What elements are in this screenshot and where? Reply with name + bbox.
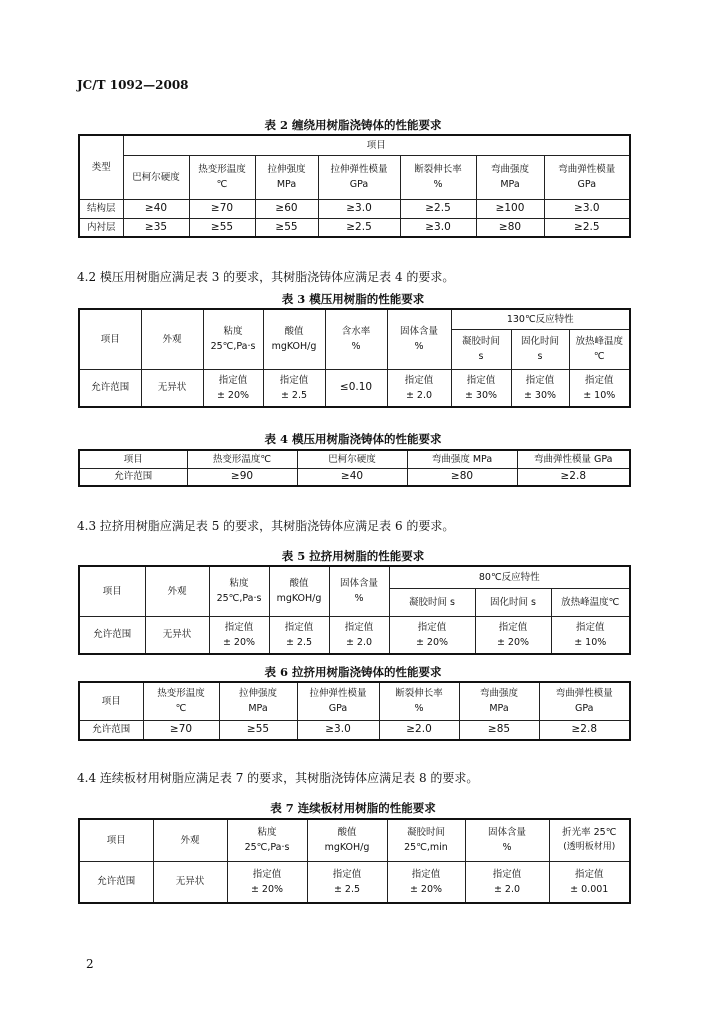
table2-col-header: 拉伸弹性模量 GPa [318, 155, 400, 199]
table3-col-header: 酸值 mgKOH/g [263, 309, 325, 369]
table-cell: ≥55 [189, 218, 255, 237]
table2-col-header: 热变形温度 ℃ [189, 155, 255, 199]
table-cell: ≥70 [143, 720, 219, 740]
table7-col-header: 酸值 mgKOH/g [307, 819, 387, 861]
table7-col-header: 粘度 25℃,Pa·s [227, 819, 307, 861]
paragraph-4-2: 4.2 模压用树脂应满足表 3 的要求，其树脂浇铸体应满足表 4 的要求。 [77, 270, 455, 284]
table5-col-header: 固体含量 % [329, 566, 389, 616]
table7-appearance-header: 外观 [153, 819, 227, 861]
table2-group-header: 项目 [123, 135, 630, 155]
table-cell: ≥2.0 [379, 720, 459, 740]
row-label: 允许范围 [79, 468, 187, 486]
table-cell: ≥60 [255, 199, 318, 218]
table6-item-header: 项目 [79, 682, 143, 720]
table-cell: 无异状 [141, 369, 203, 407]
table-cell: 指定值 ± 20% [475, 616, 551, 654]
table3-col-header: 放热峰温度 ℃ [569, 329, 630, 369]
table3-reaction-group-header: 130℃反应特性 [451, 309, 630, 329]
table4 [78, 449, 631, 487]
table6-col-header: 热变形温度 ℃ [143, 682, 219, 720]
table5-reaction-group-header: 80℃反应特性 [389, 566, 630, 588]
table7-col-header: 固体含量 % [465, 819, 549, 861]
paragraph-4-3: 4.3 拉挤用树脂应满足表 5 的要求，其树脂浇铸体应满足表 6 的要求。 [77, 519, 455, 533]
table-cell: 指定值 ± 10% [551, 616, 630, 654]
table3-col-header: 固化时间 s [511, 329, 569, 369]
table-cell: 指定值 ± 30% [511, 369, 569, 407]
table-cell: 指定值 ± 20% [227, 861, 307, 903]
table-cell: 指定值 ± 30% [451, 369, 511, 407]
table-cell: ≤0.10 [325, 369, 387, 407]
table5-appearance-header: 外观 [145, 566, 209, 616]
table-cell: 指定值 ± 20% [203, 369, 263, 407]
document-code: JC/T 1092—2008 [77, 78, 189, 92]
table-cell: 指定值 ± 10% [569, 369, 630, 407]
table-cell: ≥2.5 [318, 218, 400, 237]
table-cell: ≥100 [476, 199, 544, 218]
table6-col-header: 弯曲强度 MPa [459, 682, 539, 720]
table-cell: 指定值 ± 2.5 [269, 616, 329, 654]
table3-col-header: 固体含量 % [387, 309, 451, 369]
table2-caption: 表 2 缠绕用树脂浇铸体的性能要求 [264, 118, 442, 132]
table-cell: 无异状 [153, 861, 227, 903]
table-cell: ≥80 [407, 468, 517, 486]
table-cell: 无异状 [145, 616, 209, 654]
table-cell: ≥2.8 [517, 468, 630, 486]
row-label: 内衬层 [79, 218, 123, 237]
table-cell: ≥3.0 [297, 720, 379, 740]
table4-col-header: 热变形温度℃ [187, 450, 297, 468]
table-cell: ≥40 [297, 468, 407, 486]
table-row [79, 218, 630, 237]
table-row [79, 861, 630, 903]
table3-col-header: 含水率 % [325, 309, 387, 369]
table2-type-header: 类型 [79, 135, 123, 199]
table3-item-header: 项目 [79, 309, 141, 369]
table2 [78, 134, 631, 238]
table-cell: 指定值 ± 0.001 [549, 861, 630, 903]
table-cell: ≥35 [123, 218, 189, 237]
row-label: 允许范围 [79, 369, 141, 407]
table-cell: 指定值 ± 2.0 [387, 369, 451, 407]
table2-col-header: 弯曲强度 MPa [476, 155, 544, 199]
row-label: 允许范围 [79, 616, 145, 654]
table3-caption: 表 3 模压用树脂的性能要求 [281, 292, 425, 306]
table5-col-header: 固化时间 s [475, 588, 551, 616]
table-cell: 指定值 ± 20% [209, 616, 269, 654]
table-cell: 指定值 ± 20% [387, 861, 465, 903]
table-cell: ≥3.0 [544, 199, 630, 218]
table-cell: ≥55 [255, 218, 318, 237]
table-cell: ≥55 [219, 720, 297, 740]
table3-col-header: 粘度 25℃,Pa·s [203, 309, 263, 369]
table-cell: ≥2.5 [400, 199, 476, 218]
table3 [78, 308, 631, 408]
table-cell: 指定值 ± 2.0 [465, 861, 549, 903]
table-cell: 指定值 ± 2.5 [307, 861, 387, 903]
table-row [79, 468, 630, 486]
table-cell: 指定值 ± 2.5 [263, 369, 325, 407]
table6-col-header: 拉伸强度 MPa [219, 682, 297, 720]
table4-caption: 表 4 模压用树脂浇铸体的性能要求 [264, 432, 442, 446]
table-cell: ≥90 [187, 468, 297, 486]
table7-col-header: 折光率 25℃ (透明板材用) [549, 819, 630, 861]
table2-col-header: 拉伸强度 MPa [255, 155, 318, 199]
row-label: 结构层 [79, 199, 123, 218]
table6-col-header: 弯曲弹性模量 GPa [539, 682, 630, 720]
row-label: 允许范围 [79, 720, 143, 740]
table-cell: ≥3.0 [318, 199, 400, 218]
table-cell: ≥40 [123, 199, 189, 218]
table4-col-header: 巴柯尔硬度 [297, 450, 407, 468]
table4-col-header: 弯曲弹性模量 GPa [517, 450, 630, 468]
table-cell: 指定值 ± 20% [389, 616, 475, 654]
paragraph-4-4: 4.4 连续板材用树脂应满足表 7 的要求，其树脂浇铸体应满足表 8 的要求。 [77, 771, 479, 785]
table-cell: ≥85 [459, 720, 539, 740]
table6 [78, 681, 631, 741]
table6-col-header: 拉伸弹性模量 GPa [297, 682, 379, 720]
row-label: 允许范围 [79, 861, 153, 903]
table-cell: ≥70 [189, 199, 255, 218]
table-row [79, 369, 630, 407]
table-cell: ≥2.5 [544, 218, 630, 237]
table7-col-header: 凝胶时间 25℃,min [387, 819, 465, 861]
table5-col-header: 酸值 mgKOH/g [269, 566, 329, 616]
table-cell: ≥3.0 [400, 218, 476, 237]
table-cell: ≥80 [476, 218, 544, 237]
table-row [79, 720, 630, 740]
table6-caption: 表 6 拉挤用树脂浇铸体的性能要求 [264, 665, 442, 679]
table6-col-header: 断裂伸长率 % [379, 682, 459, 720]
table2-col-header: 断裂伸长率 % [400, 155, 476, 199]
table2-col-header: 巴柯尔硬度 [123, 155, 189, 199]
table-cell: ≥2.8 [539, 720, 630, 740]
table-cell: 指定值 ± 2.0 [329, 616, 389, 654]
table5-caption: 表 5 拉挤用树脂的性能要求 [281, 549, 425, 563]
page-number: 2 [86, 957, 94, 971]
table7-caption: 表 7 连续板材用树脂的性能要求 [270, 801, 436, 815]
table5-item-header: 项目 [79, 566, 145, 616]
table5-col-header: 粘度 25℃,Pa·s [209, 566, 269, 616]
table4-col-header: 弯曲强度 MPa [407, 450, 517, 468]
table4-col-header: 项目 [79, 450, 187, 468]
table5-col-header: 凝胶时间 s [389, 588, 475, 616]
table2-col-header: 弯曲弹性模量 GPa [544, 155, 630, 199]
table3-col-header: 凝胶时间 s [451, 329, 511, 369]
table-row [79, 199, 630, 218]
table5-col-header: 放热峰温度℃ [551, 588, 630, 616]
table3-appearance-header: 外观 [141, 309, 203, 369]
table5 [78, 565, 631, 655]
table7 [78, 818, 631, 904]
table7-item-header: 项目 [79, 819, 153, 861]
table-row [79, 616, 630, 654]
